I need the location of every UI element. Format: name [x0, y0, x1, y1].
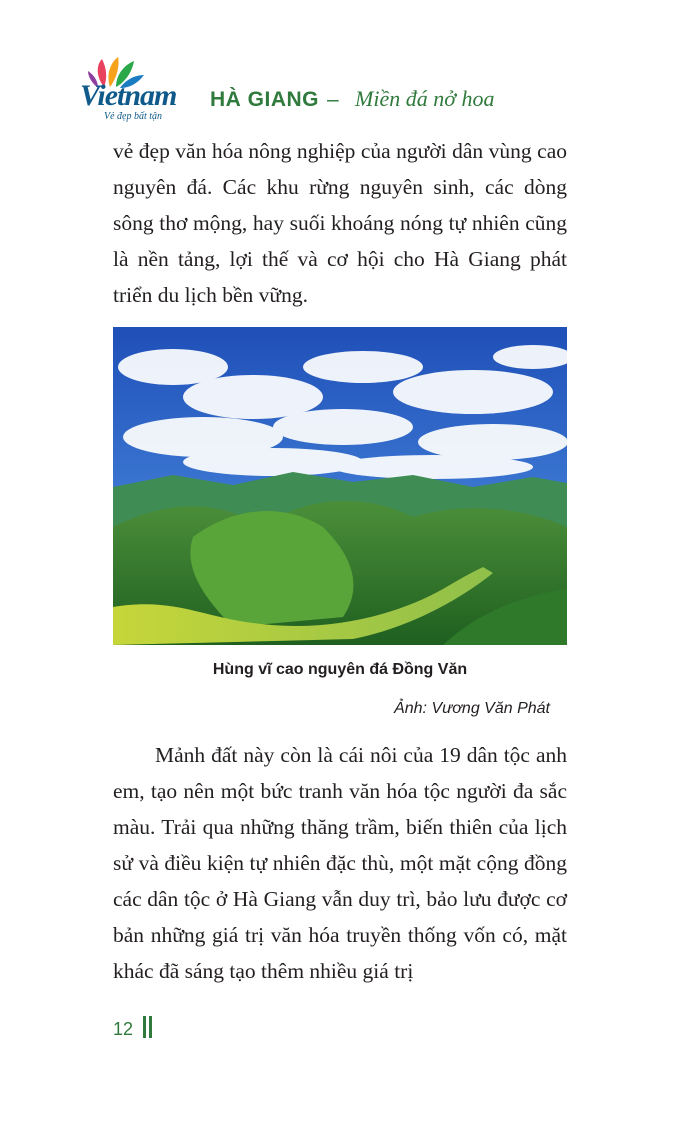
photo-credit: Ảnh: Vương Văn Phát — [394, 700, 550, 717]
body-paragraph-2: Mảnh đất này còn là cái nôi của 19 dân tộc anh em, tạo nên một bức tranh văn hóa tộc người đa sắc màu. Trải qua những thăng trầm, biến thiên của lịch sử và điều kiện tự nhiên đặc thù, một mặt cộng đồng các dân tộc ở Hà Giang vẫn duy trì, bảo lưu được cơ bản những giá trị văn hóa truyền thống vốn có, mặt khác đã sáng tạo thêm nhiều giá trị — [113, 743, 567, 983]
logo-wordmark: Vietnam — [80, 79, 177, 112]
page-number: 12 — [113, 1019, 134, 1039]
running-header — [0, 0, 680, 135]
running-title-dash: – — [327, 88, 339, 111]
logo-slogan: Vẻ đẹp bất tận — [104, 111, 163, 122]
page-folio — [113, 1016, 155, 1040]
running-subtitle: Miền đá nở hoa — [355, 86, 495, 111]
vietnam-logo — [76, 55, 186, 127]
folio-bars-icon — [143, 1016, 155, 1043]
photo-caption: Hùng vĩ cao nguyên đá Đồng Văn — [212, 661, 468, 678]
running-title: HÀ GIANG — [210, 88, 319, 111]
body-paragraph-1: vẻ đẹp văn hóa nông nghiệp của người dân vùng cao nguyên đá. Các khu rừng nguyên sinh, các dòng sông thơ mộng, hay suối khoáng nóng tự nhiên cũng là nền tảng, lợi thế và cơ hội cho Hà Giang phát triển du lịch bền vững. — [113, 139, 567, 307]
landscape-photo — [113, 327, 567, 645]
